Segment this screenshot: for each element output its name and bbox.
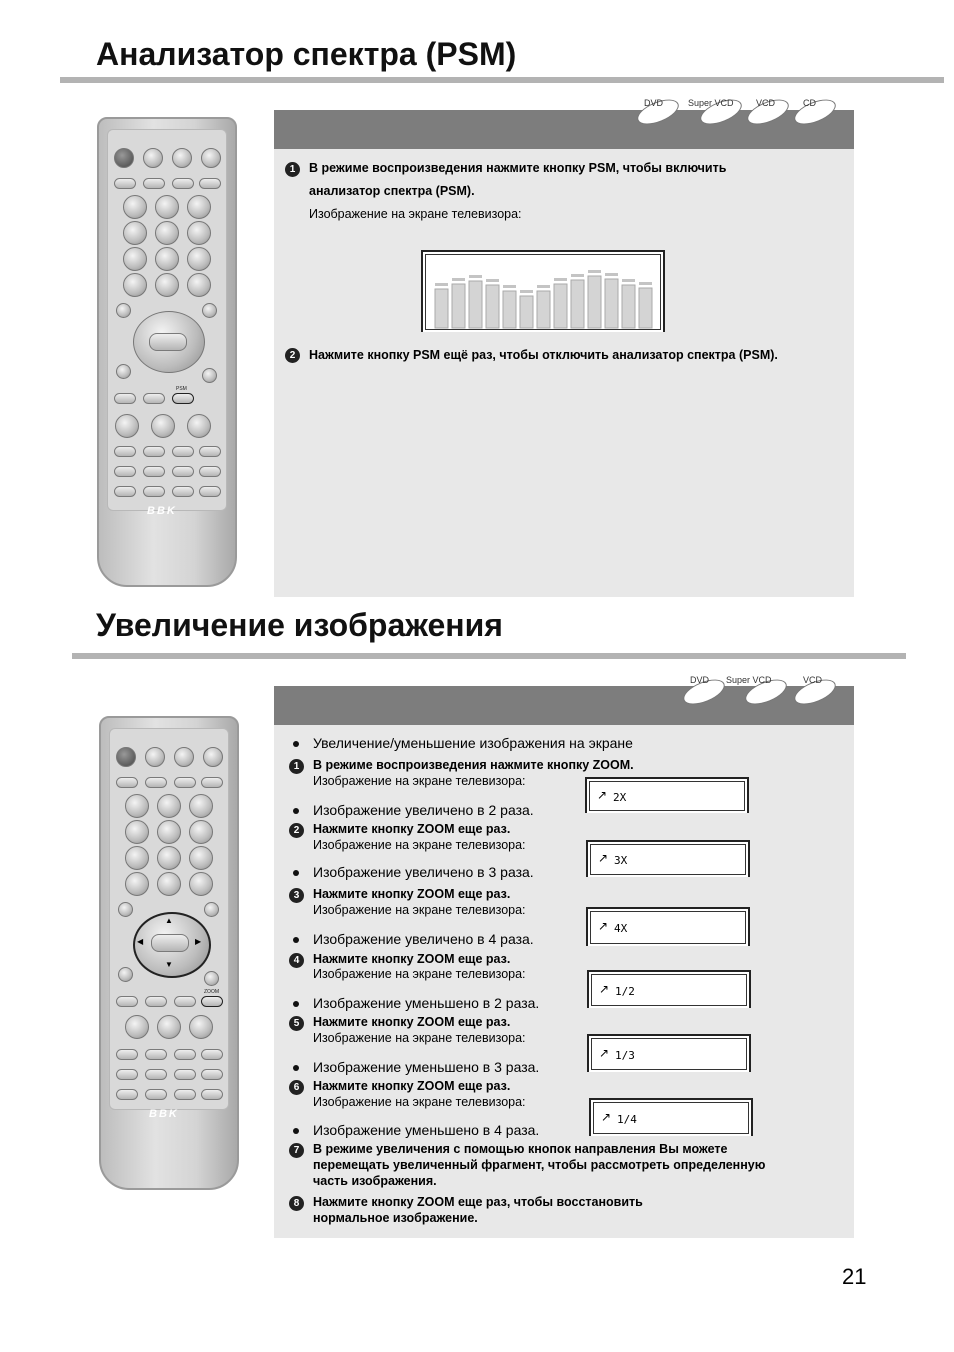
remote-digit-button (125, 820, 149, 844)
remote-button (199, 486, 221, 497)
spectrum-bar (622, 285, 635, 328)
remote-button (201, 1089, 223, 1100)
remote-psm-label: PSM (176, 386, 187, 392)
remote-power-button (114, 148, 134, 168)
disc-label-vcd: VCD (803, 675, 823, 685)
spectrum-analyzer (427, 256, 659, 332)
zoom-magnifier-icon: ↗ (599, 982, 610, 996)
remote-button (202, 303, 217, 318)
zoom-magnifier-icon: ↗ (601, 1110, 612, 1124)
remote-digit-button (123, 195, 147, 219)
bullet (293, 741, 299, 747)
remote-button (116, 777, 138, 788)
tv-screen-zoom-third (587, 1034, 751, 1072)
spectrum-peak (588, 270, 601, 273)
remote-button (199, 466, 221, 477)
spectrum-peak (639, 282, 652, 285)
remote-button (172, 486, 194, 497)
spectrum-peak (605, 273, 618, 276)
remote-zoom-button (201, 996, 223, 1007)
zoom-result-4x: Изображение увеличено в 4 раза. (313, 931, 534, 947)
spectrum-bar (469, 281, 482, 328)
zoom-step8-line2: нормальное изображение. (313, 1211, 478, 1225)
remote-power-button (116, 747, 136, 767)
remote-button (204, 902, 219, 917)
tv-caption: Изображение на экране телевизора: (313, 838, 526, 852)
remote-button (187, 414, 211, 438)
section2-title: Увеличение изображения (96, 607, 503, 643)
section1-title: Анализатор спектра (PSM) (96, 36, 517, 72)
bullet (293, 870, 299, 876)
zoom-step4: Нажмите кнопку ZOOM еще раз. (313, 952, 511, 966)
remote-button (201, 148, 221, 168)
tv-caption: Изображение на экране телевизора: (313, 903, 526, 917)
zoom-step6: Нажмите кнопку ZOOM еще раз. (313, 1079, 511, 1093)
spectrum-peak (520, 290, 533, 293)
psm-step1-line1: В режиме воспроизведения нажмите кнопку PSM, чтобы включить (309, 161, 727, 175)
spectrum-bar (503, 291, 516, 328)
tv-screen-zoom-half (587, 970, 751, 1008)
disc-label-svcd: Super VCD (726, 675, 772, 685)
arrow-up-icon: ▲ (165, 916, 173, 925)
zoom-result-3x: Изображение увеличено в 3 раза. (313, 864, 534, 880)
remote-psm-button (172, 393, 194, 404)
spectrum-bar (588, 276, 601, 328)
step-number: 7 (289, 1143, 304, 1158)
remote-button (143, 393, 165, 404)
remote-button (118, 967, 133, 982)
remote-button (189, 1015, 213, 1039)
remote-button (145, 747, 165, 767)
remote-digit-button (187, 221, 211, 245)
remote-button (116, 364, 131, 379)
zoom-magnifier-icon: ↗ (598, 851, 609, 865)
page-number: 21 (842, 1264, 867, 1289)
remote-button (114, 486, 136, 497)
remote-button (157, 1015, 181, 1039)
remote-zoom-label: ZOOM (204, 989, 219, 995)
remote-button (143, 178, 165, 189)
remote-digit-button (123, 221, 147, 245)
remote-digit-button (125, 794, 149, 818)
tv-screen-zoom-4x (586, 907, 750, 946)
remote-button (174, 996, 196, 1007)
spectrum-bar (520, 296, 533, 328)
remote-button (174, 1049, 196, 1060)
remote-button (143, 466, 165, 477)
remote-button (172, 178, 194, 189)
zoom-level-label: 4X (614, 922, 628, 935)
remote-button (199, 446, 221, 457)
zoom-result-third: Изображение уменьшено в 3 раза. (313, 1059, 540, 1075)
spectrum-peak (452, 278, 465, 281)
spectrum-bar (639, 288, 652, 328)
remote-digit-button (155, 221, 179, 245)
remote-button (145, 996, 167, 1007)
remote-digit-button (125, 846, 149, 870)
remote-button (143, 446, 165, 457)
remote-button (172, 446, 194, 457)
remote-button (201, 1069, 223, 1080)
zoom-result-quarter: Изображение уменьшено в 4 раза. (313, 1122, 540, 1138)
bullet (293, 937, 299, 943)
disc-label-cd: CD (803, 98, 816, 108)
disc-label-dvd: DVD (690, 675, 710, 685)
remote-digit-button (189, 794, 213, 818)
remote-digit-button (187, 247, 211, 271)
remote-button (145, 1049, 167, 1060)
remote-digit-button (157, 820, 181, 844)
zoom-step5: Нажмите кнопку ZOOM еще раз. (313, 1015, 511, 1029)
remote-control-zoom (99, 716, 239, 1190)
zoom-step7-line1: В режиме увеличения с помощью кнопок направления Вы можете (313, 1142, 728, 1156)
spectrum-bar (571, 280, 584, 328)
psm-tv-caption: Изображение на экране телевизора: (309, 207, 522, 221)
section1-rule (60, 77, 944, 83)
disc-label-vcd: VCD (756, 98, 776, 108)
tv-caption: Изображение на экране телевизора: (313, 774, 526, 788)
spectrum-peak (622, 279, 635, 282)
remote-digit-button (157, 872, 181, 896)
remote-button (199, 178, 221, 189)
tv-screen-zoom-2x (585, 777, 749, 813)
spectrum-bar (605, 279, 618, 328)
spectrum-peak (571, 274, 584, 277)
spectrum-peak (435, 283, 448, 286)
zoom-magnifier-icon: ↗ (597, 788, 608, 802)
arrow-left-icon: ◀ (137, 937, 144, 946)
remote-button (114, 393, 136, 404)
remote-logo: BBK (147, 505, 177, 517)
remote-button (174, 747, 194, 767)
zoom-step7-line3: часть изображения. (313, 1174, 437, 1188)
remote-digit-button (157, 846, 181, 870)
remote-digit-button (187, 273, 211, 297)
remote-button (174, 777, 196, 788)
arrow-right-icon: ▶ (195, 937, 202, 946)
step-number: 3 (289, 888, 304, 903)
spectrum-bar (486, 285, 499, 328)
tv-screen-zoom-quarter (589, 1098, 753, 1136)
disc-label-svcd: Super VCD (688, 98, 734, 108)
bullet (293, 1128, 299, 1134)
zoom-step1: В режиме воспроизведения нажмите кнопку ZOOM. (313, 758, 634, 772)
remote-digit-button (123, 247, 147, 271)
tv-screen-spectrum (421, 250, 665, 332)
remote-button (151, 414, 175, 438)
remote-button (172, 466, 194, 477)
remote-control-psm (97, 117, 237, 587)
step-number: 2 (289, 823, 304, 838)
step-number: 6 (289, 1080, 304, 1095)
remote-digit-button (189, 872, 213, 896)
remote-button (114, 178, 136, 189)
tv-caption: Изображение на экране телевизора: (313, 967, 526, 981)
section2-rule (72, 653, 906, 659)
zoom-magnifier-icon: ↗ (598, 919, 609, 933)
remote-button (143, 148, 163, 168)
remote-button (145, 1089, 167, 1100)
remote-button (116, 1089, 138, 1100)
remote-digit-button (123, 273, 147, 297)
remote-button (118, 902, 133, 917)
remote-button (114, 446, 136, 457)
remote-button (202, 368, 217, 383)
zoom-step8-line1: Нажмите кнопку ZOOM еще раз, чтобы восстановить (313, 1195, 643, 1209)
remote-button (203, 747, 223, 767)
remote-digit-button (125, 872, 149, 896)
bullet (293, 1065, 299, 1071)
remote-digit-button (187, 195, 211, 219)
psm-step2: Нажмите кнопку PSM ещё раз, чтобы отключить анализатор спектра (PSM). (309, 348, 778, 362)
tv-caption: Изображение на экране телевизора: (313, 1095, 526, 1109)
zoom-level-label: 2X (613, 791, 627, 804)
remote-digit-button (189, 846, 213, 870)
step-number: 8 (289, 1196, 304, 1211)
remote-logo: BBK (149, 1108, 179, 1120)
remote-button (201, 1049, 223, 1060)
zoom-result-half: Изображение уменьшено в 2 раза. (313, 995, 540, 1011)
remote-enter-button (149, 333, 187, 351)
bullet (293, 1001, 299, 1007)
zoom-level-label: 1/4 (617, 1113, 637, 1126)
remote-button (115, 414, 139, 438)
remote-button (114, 466, 136, 477)
spectrum-bar (435, 289, 448, 328)
zoom-level-label: 3X (614, 854, 628, 867)
remote-button (143, 486, 165, 497)
step-number: 2 (285, 348, 300, 363)
step-number: 1 (285, 162, 300, 177)
spectrum-peak (537, 285, 550, 288)
remote-enter-button (151, 934, 189, 952)
step-number: 5 (289, 1016, 304, 1031)
remote-button (174, 1089, 196, 1100)
arrow-down-icon: ▼ (165, 960, 173, 969)
spectrum-peak (503, 285, 516, 288)
bullet (293, 808, 299, 814)
zoom-result-2x: Изображение увеличено в 2 раза. (313, 802, 534, 818)
spectrum-bar (537, 291, 550, 328)
step-number: 1 (289, 759, 304, 774)
tv-screen-zoom-3x (586, 840, 750, 877)
spectrum-peak (554, 278, 567, 281)
disc-label-dvd: DVD (644, 98, 664, 108)
remote-button (204, 971, 219, 986)
zoom-step7-line2: перемещать увеличенный фрагмент, чтобы рассмотреть определенную (313, 1158, 766, 1172)
zoom-level-label: 1/3 (615, 1049, 635, 1062)
remote-button (116, 1069, 138, 1080)
zoom-magnifier-icon: ↗ (599, 1046, 610, 1060)
zoom-step3: Нажмите кнопку ZOOM еще раз. (313, 887, 511, 901)
spectrum-bar (554, 284, 567, 328)
remote-digit-button (155, 195, 179, 219)
remote-button (145, 1069, 167, 1080)
zoom-intro: Увеличение/уменьшение изображения на экране (313, 735, 633, 751)
remote-button (172, 148, 192, 168)
remote-button (201, 777, 223, 788)
remote-digit-button (155, 247, 179, 271)
spectrum-peak (469, 275, 482, 278)
remote-digit-button (155, 273, 179, 297)
remote-button (116, 1049, 138, 1060)
zoom-level-label: 1/2 (615, 985, 635, 998)
zoom-step2: Нажмите кнопку ZOOM еще раз. (313, 822, 511, 836)
remote-button (145, 777, 167, 788)
psm-step1-line2: анализатор спектра (PSM). (309, 184, 475, 198)
spectrum-peak (486, 279, 499, 282)
spectrum-bar (452, 284, 465, 328)
step-number: 4 (289, 953, 304, 968)
remote-button (116, 303, 131, 318)
remote-button (116, 996, 138, 1007)
remote-button (174, 1069, 196, 1080)
remote-digit-button (189, 820, 213, 844)
remote-button (125, 1015, 149, 1039)
tv-caption: Изображение на экране телевизора: (313, 1031, 526, 1045)
remote-digit-button (157, 794, 181, 818)
